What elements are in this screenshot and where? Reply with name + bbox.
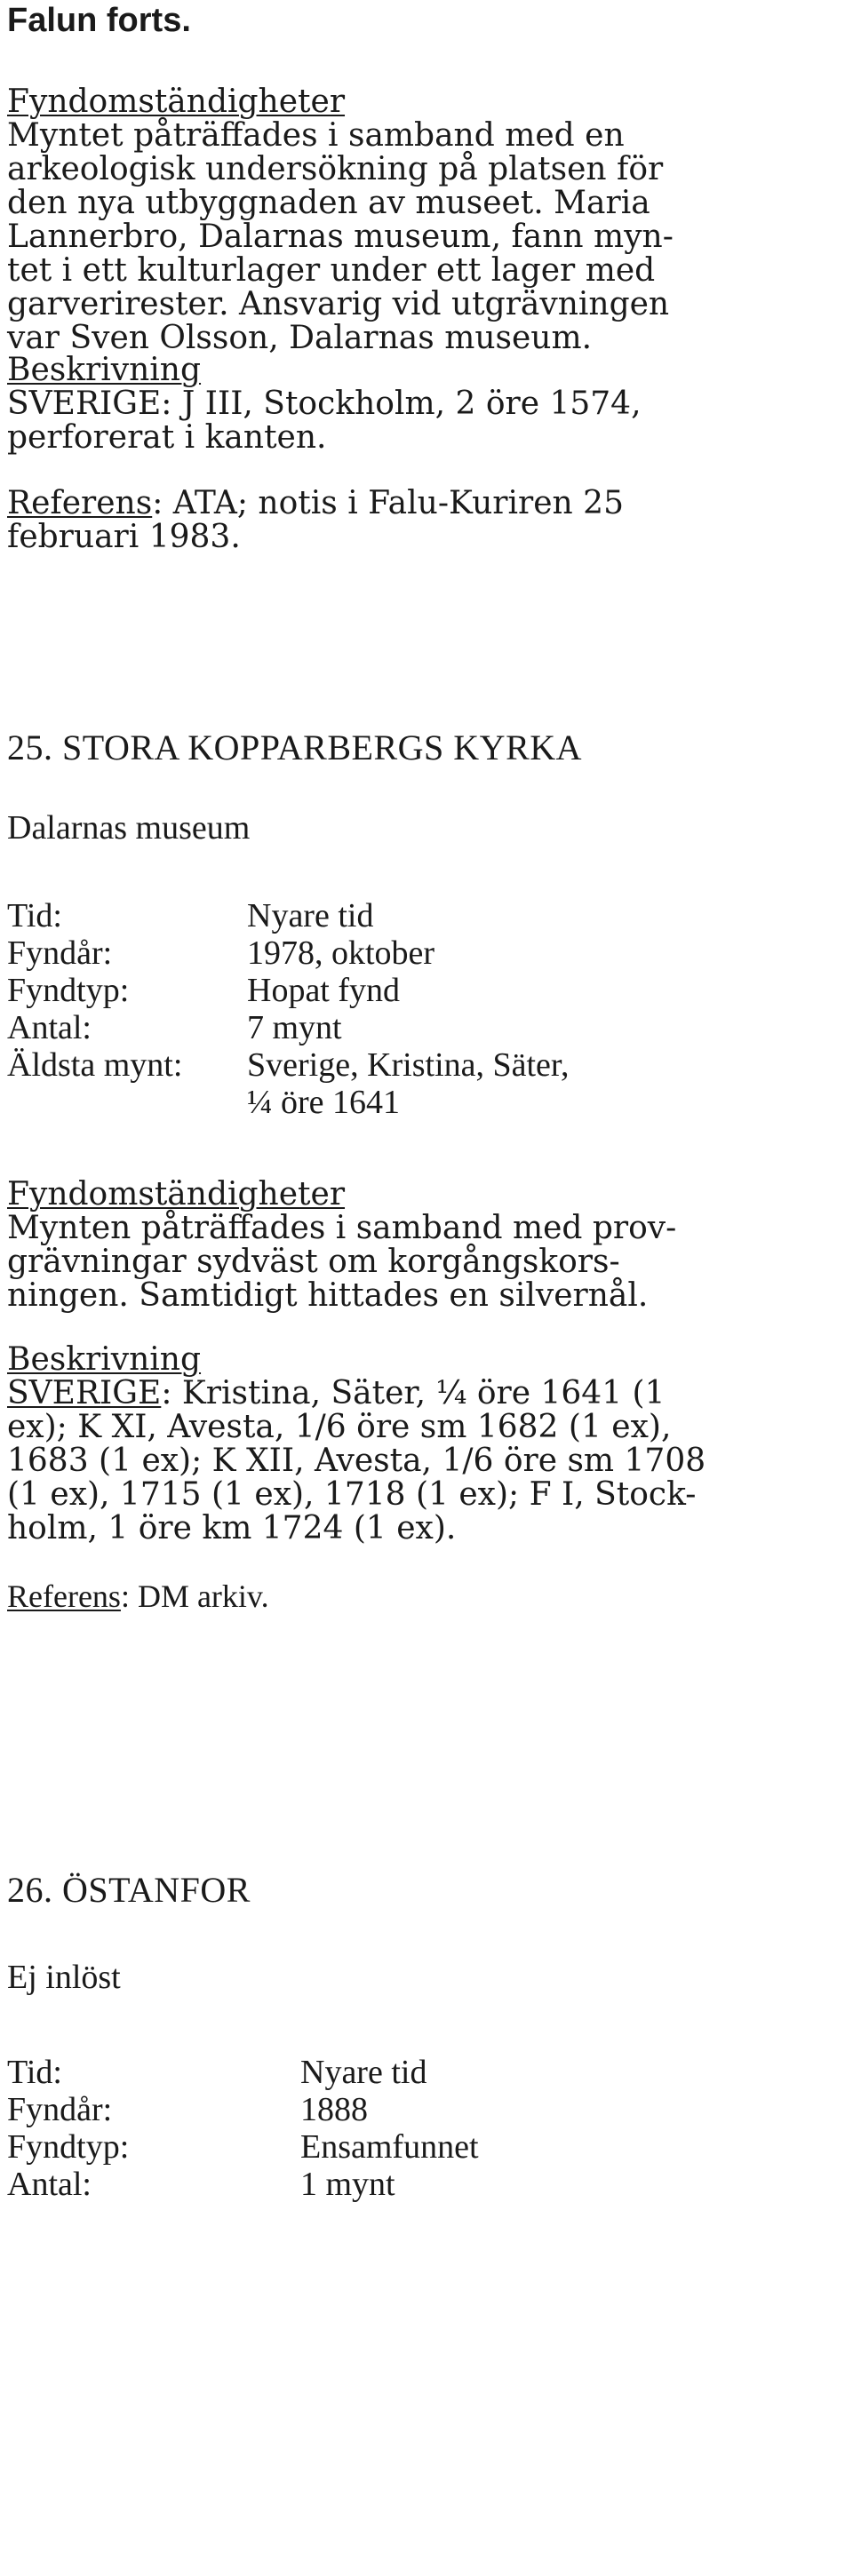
text-line: den nya utbyggnaden av museet. Maria <box>7 185 650 221</box>
text-line: ex); K XI, Avesta, 1/6 öre sm 1682 (1 ex), <box>7 1409 672 1445</box>
beskrivning-text: : Kristina, Säter, ¼ öre 1641 (1 <box>161 1375 666 1411</box>
field-key: Fyndtyp: <box>7 972 130 1009</box>
entry-25-beskrivning <box>7 1343 842 1546</box>
field-key: Tid: <box>7 897 62 934</box>
text-line: arkeologisk undersökning på platsen för <box>7 151 664 187</box>
entry-25-fields <box>7 897 842 1121</box>
field-value: Ensamfunnet <box>300 2128 479 2166</box>
field-value: 7 mynt <box>247 1009 342 1046</box>
entry-26-fields <box>7 2054 842 2203</box>
beskrivning-label: Beskrivning <box>7 1341 202 1378</box>
field-value: 1 mynt <box>300 2166 395 2203</box>
text-line: garverirester. Ansvarig vid utgrävningen <box>7 286 670 322</box>
field-value: Nyare tid <box>247 897 374 934</box>
field-key <box>7 1084 247 1121</box>
field-key: Antal: <box>7 2166 92 2203</box>
text-line: Lannerbro, Dalarnas museum, fann myn- <box>7 219 674 255</box>
referens-line <box>7 487 842 521</box>
entry-25-location: Dalarnas museum <box>7 809 251 847</box>
beskrivning-section <box>7 354 842 455</box>
field-key: Fyndår: <box>7 2091 113 2128</box>
field-key: Tid: <box>7 2054 62 2091</box>
referens-line <box>7 1579 842 1613</box>
text-line: var Sven Olsson, Dalarnas museum. <box>7 320 593 356</box>
text-line: (1 ex), 1715 (1 ex), 1718 (1 ex); F I, Stock- <box>7 1476 697 1513</box>
country-label: SVERIGE <box>7 1375 162 1411</box>
text-line: holm, 1 öre km 1724 (1 ex). <box>7 1510 457 1546</box>
text-line: grävningar sydväst om korgångskors- <box>7 1244 620 1280</box>
field-key: Fyndtyp: <box>7 2128 130 2166</box>
fyndomstandigheter-label: Fyndomständigheter <box>7 83 346 120</box>
text-line: Mynten påträffades i samband med prov- <box>7 1210 677 1246</box>
beskrivning-label: Beskrivning <box>7 352 202 388</box>
field-key: Antal: <box>7 1009 92 1046</box>
section-heading: Falun forts. <box>7 2 191 39</box>
beskrivning-line <box>7 1377 842 1411</box>
text-line: ningen. Samtidigt hittades en silvernål. <box>7 1277 649 1314</box>
text-line: 1683 (1 ex); K XII, Avesta, 1/6 öre sm 1708 <box>7 1443 706 1479</box>
entry-26-location: Ej inlöst <box>7 1959 121 1996</box>
field-value: Hopat fynd <box>247 972 401 1009</box>
text-line: SVERIGE: J III, Stockholm, 2 öre 1574, <box>7 386 642 422</box>
text-line: februari 1983. <box>7 519 241 555</box>
referens-label: Referens <box>7 1578 121 1614</box>
field-value: 1978, oktober <box>247 934 435 972</box>
referens-label: Referens <box>7 485 153 521</box>
field-value: ¼ öre 1641 <box>247 1084 401 1121</box>
field-value: Sverige, Kristina, Säter, <box>247 1046 570 1084</box>
field-key: Fyndår: <box>7 934 113 972</box>
text-line: Myntet påträffades i samband med en <box>7 117 625 154</box>
fyndomstandigheter-section <box>7 85 842 355</box>
field-value: 1888 <box>300 2091 368 2128</box>
referens-text: : DM arkiv. <box>120 1578 269 1614</box>
entry-25-title: 25. STORA KOPPARBERGS KYRKA <box>7 727 583 767</box>
entry-25-referens <box>7 1579 842 1613</box>
entry-25-fyndomstandigheter <box>7 1178 842 1313</box>
referens-section <box>7 487 842 554</box>
field-value: Nyare tid <box>300 2054 427 2091</box>
field-key: Äldsta mynt: <box>7 1046 183 1084</box>
referens-text: : ATA; notis i Falu-Kuriren 25 <box>152 485 624 521</box>
fyndomstandigheter-label: Fyndomständigheter <box>7 1176 346 1212</box>
text-line: tet i ett kulturlager under ett lager med <box>7 252 656 289</box>
text-line: perforerat i kanten. <box>7 419 327 456</box>
entry-26-title: 26. ÖSTANFOR <box>7 1870 251 1910</box>
